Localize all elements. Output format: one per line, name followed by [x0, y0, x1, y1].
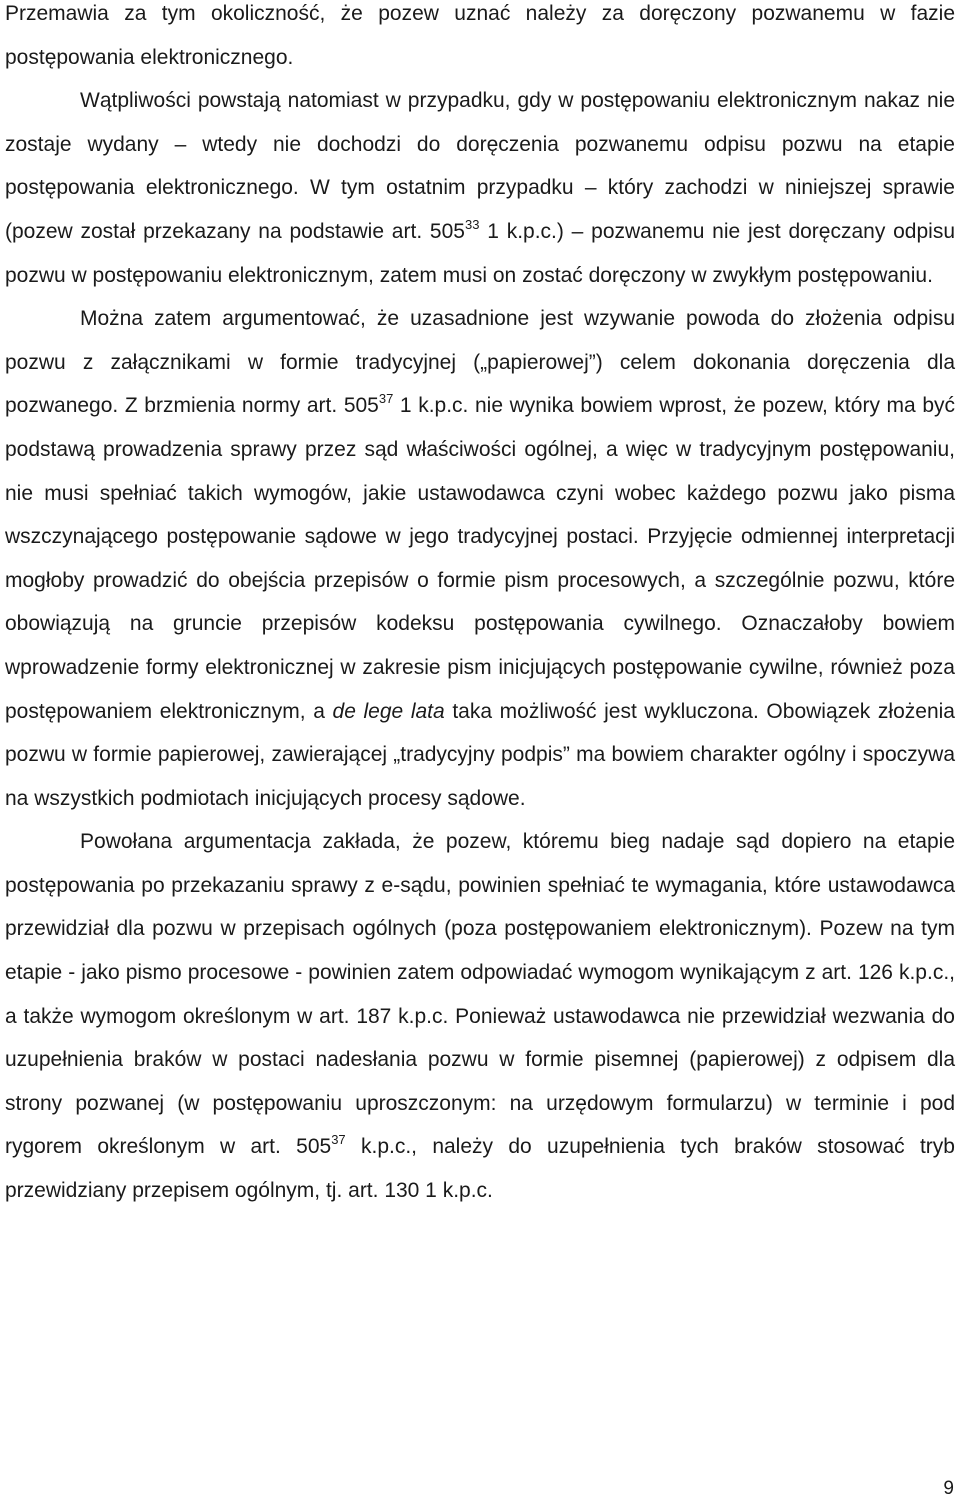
document-page [5, 0, 955, 1213]
paragraph-1-text: Przemawia za tym okoliczność, że pozew uznać należy za doręczony pozwanemu w fazie postępowania elektronicznego. [5, 2, 955, 69]
paragraph-1 [5, 0, 955, 79]
paragraph-2-text-b: 1 k.p.c.) – pozwanemu nie jest doręczany odpisu pozwu w postępowaniu elektronicznym, zatem musi on zostać doręczony w zwykłym postępowaniu. [5, 219, 956, 287]
paragraph-4 [5, 820, 955, 1212]
paragraph-2 [5, 79, 955, 297]
superscript-article-number: 37 [331, 1132, 346, 1148]
paragraph-3-text-c: taka możliwość jest wykluczona. Obowiązek złożenia pozwu w formie papierowej, zawierającej „tradycyjny podpis” ma bowiem charakter ogólny i spoczywa na wszystkich podmiotach inicjujących procesy sądowe. [5, 699, 955, 810]
paragraph-4-text-b: k.p.c., należy do uzupełnienia tych braków stosować tryb przewidziany przepisem ogólnym, tj. art. 130 1 k.p.c. [5, 1135, 955, 1203]
page-number: 9 [943, 1478, 954, 1499]
paragraph-4-text-a: Powołana argumentacja zakłada, że pozew, któremu bieg nadaje sąd dopiero na etapie postępowania po przekazaniu sprawy z e-sądu, powinien spełniać te wymagania, które ustawodawca przewidział dla pozwu w przepisach ogólnych (poza postępowaniem elektronicznym). Pozew na tym etapie - jako pismo procesowe - powinien zatem odpowiadać wymogom wynikającym z art. 126 k.p.c., a także wymogom określonym w art. 187 k.p.c. Ponieważ ustawodawca nie przewidział wezwania do uzupełnienia braków w postaci nadesłania pozwu w formie pisemnej (papierowej) z odpisem dla strony pozwanej (w postępowaniu uproszczonym: na urzędowym formularzu) w terminie i pod rygorem określonym w art. 505 [5, 830, 955, 1159]
paragraph-3 [5, 297, 955, 820]
paragraph-2-text-a: Wątpliwości powstają natomiast w przypadku, gdy w postępowaniu elektronicznym nakaz nie zostaje wydany – wtedy nie dochodzi do doręczenia pozwanemu odpisu pozwu na etapie postępowania elektronicznego. W tym ostatnim przypadku – który zachodzi w niniejszej sprawie (pozew został przekazany na podstawie art. 505 [5, 89, 955, 243]
paragraph-3-text-a: Można zatem argumentować, że uzasadnione jest wzywanie powoda do złożenia odpisu pozwu z załącznikami w formie tradycyjnej („papierowej”) celem dokonania doręczenia dla pozwanego. Z brzmienia normy art. 505 [5, 307, 955, 418]
paragraph-3-text-b: 1 k.p.c. nie wynika bowiem wprost, że pozew, który ma być podstawą prowadzenia sprawy przez sąd właściwości ogólnej, a więc w tradycyjnym postępowaniu, nie musi spełniać takich wymogów, jakie ustawodawca czyni wobec każdego pozwu jako pisma wszczynającego postępowanie sądowe w jego tradycyjnej postaci. Przyjęcie odmiennej interpretacji mogłoby prowadzić do obejścia przepisów o formie pism procesowych, a szczególnie pozwu, które obowiązują na gruncie przepisów kodeksu postępowania cywilnego. Oznaczałoby bowiem wprowadzenie formy elektronicznej w zakresie pism inicjujących postępowanie cywilne, również poza postępowaniem elektronicznym, a [5, 394, 956, 723]
superscript-article-number: 33 [464, 216, 480, 232]
superscript-article-number: 37 [378, 391, 394, 407]
italic-latin-phrase: de lege lata [332, 699, 445, 723]
